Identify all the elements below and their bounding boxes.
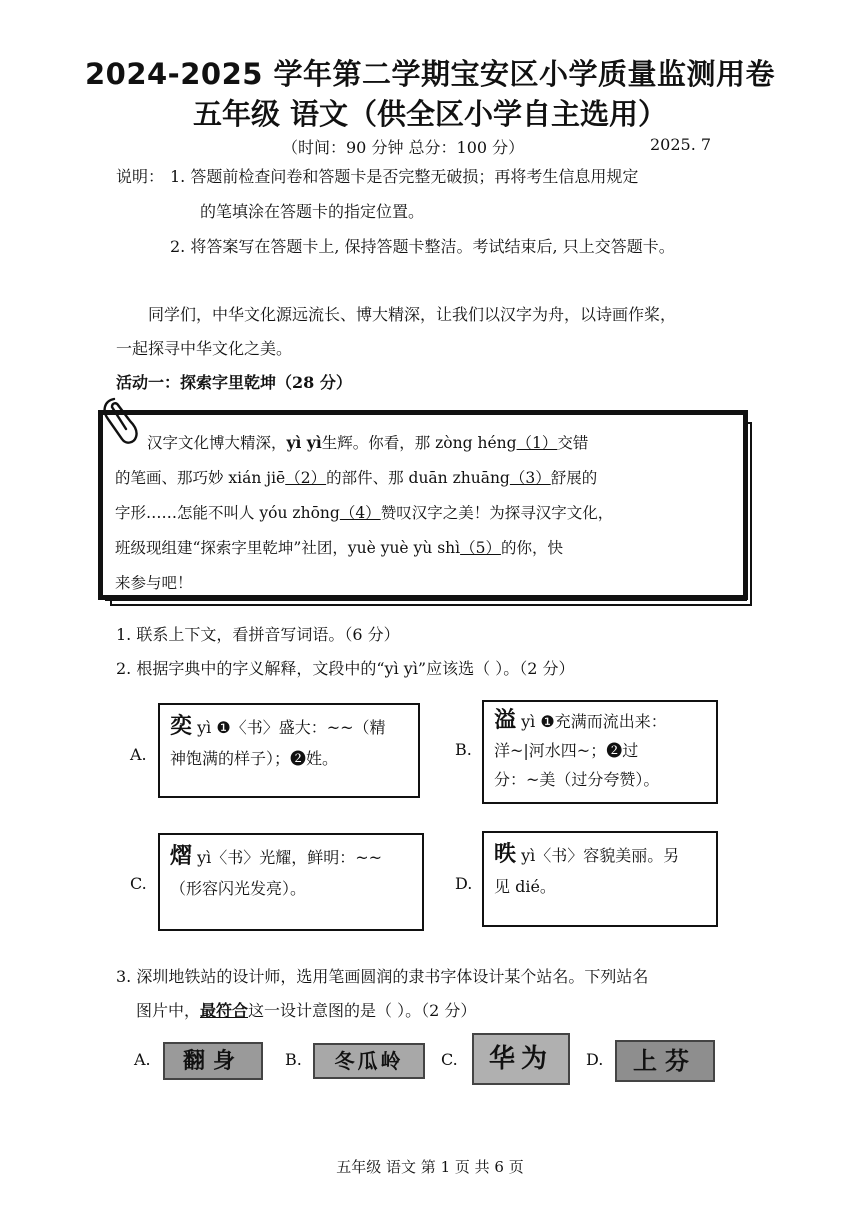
station-d-image[interactable]: 上芬	[615, 1040, 715, 1082]
instruction-2: 2. 将答案写在答题卡上, 保持答题卡整洁。考试结束后, 只上交答题卡。	[170, 237, 675, 256]
blank-2: （2）	[285, 469, 327, 487]
station-a-label[interactable]: A.	[134, 1050, 151, 1069]
blank-3: （3）	[509, 469, 551, 487]
blank-1: （1）	[516, 434, 558, 452]
instruction-1-line2: 的笔填涂在答题卡的指定位置。	[200, 202, 425, 221]
question-3-line1: 3. 深圳地铁站的设计师，选用笔画圆润的隶书字体设计某个站名。下列站名	[116, 967, 649, 986]
intro-line1: 同学们，中华文化源远流长、博大精深，让我们以汉字为舟，以诗画作桨，	[148, 305, 677, 324]
option-c-label[interactable]: C.	[130, 874, 147, 893]
option-d-box[interactable]: 昳 yì〈书〉容貌美丽。另 见 dié。	[482, 831, 718, 927]
station-c-image[interactable]: 华为	[472, 1033, 570, 1085]
station-c-label[interactable]: C.	[441, 1050, 458, 1069]
page-footer: 五年级 语文 第 1 页 共 6 页	[336, 1158, 524, 1176]
pinyin-yiyi: yì yì	[286, 433, 322, 452]
intro-line2: 一起探寻中华文化之美。	[116, 339, 293, 358]
station-b-image[interactable]: 冬瓜岭	[313, 1043, 425, 1079]
blank-5: （5）	[460, 539, 501, 557]
time-score: （时间：90 分钟 总分：100 分）	[282, 138, 525, 157]
instructions-label: 说明：	[116, 167, 165, 186]
activity1-title: 活动一：探索字里乾坤（28 分）	[116, 373, 352, 392]
question-3-line2: 图片中，最符合这一设计意图的是（ ）。（2 分）	[136, 1001, 477, 1020]
option-d-label[interactable]: D.	[455, 874, 473, 893]
station-a-image[interactable]: 翻身	[163, 1042, 263, 1080]
question-1: 1. 联系上下文，看拼音写词语。（6 分）	[116, 625, 400, 644]
option-a-box[interactable]: 奕 yì ❶〈书〉盛大：~~（精 神饱满的样子）；❷姓。	[158, 703, 420, 798]
exam-date: 2025. 7	[650, 135, 712, 154]
question-2: 2. 根据字典中的字义解释，文段中的“yì yì”应该选（ ）。（2 分）	[116, 659, 575, 678]
option-b-box[interactable]: 溢 yì ❶充满而流出来： 洋~|河水四~；❷过 分：~美（过分夸赞）。	[482, 700, 718, 804]
emphasis-best: 最符合	[200, 1001, 249, 1020]
option-a-label[interactable]: A.	[130, 745, 147, 764]
instruction-1-line1: 1. 答题前检查问卷和答题卡是否完整无破损；再将考生信息用规定	[170, 167, 639, 186]
exam-subtitle: 五年级 语文（供全区小学自主选用）	[192, 97, 668, 131]
option-b-label[interactable]: B.	[455, 740, 472, 759]
exam-title: 2024-2025 学年第二学期宝安区小学质量监测用卷	[84, 57, 776, 91]
station-b-label[interactable]: B.	[285, 1050, 302, 1069]
blank-4: （4）	[339, 504, 381, 522]
station-d-label[interactable]: D.	[586, 1050, 604, 1069]
option-c-box[interactable]: 熠 yì〈书〉光耀，鲜明：~~ （形容闪光发亮）。	[158, 833, 424, 931]
passage-text: 汉字文化博大精深，yì yì生辉。你看，那 zòng héng（1）交错 的笔画、那巧妙 xián jiē（2）的部件、那 duān zhuāng（3）舒展的 字形……怎能不叫人 yóu zhōng（4）赞叹汉字之美！为探寻汉字文化， 班级现组建“探索字里乾坤”社团，yuè yuè yù shì（5）的你，快 来参与吧！	[115, 433, 614, 592]
